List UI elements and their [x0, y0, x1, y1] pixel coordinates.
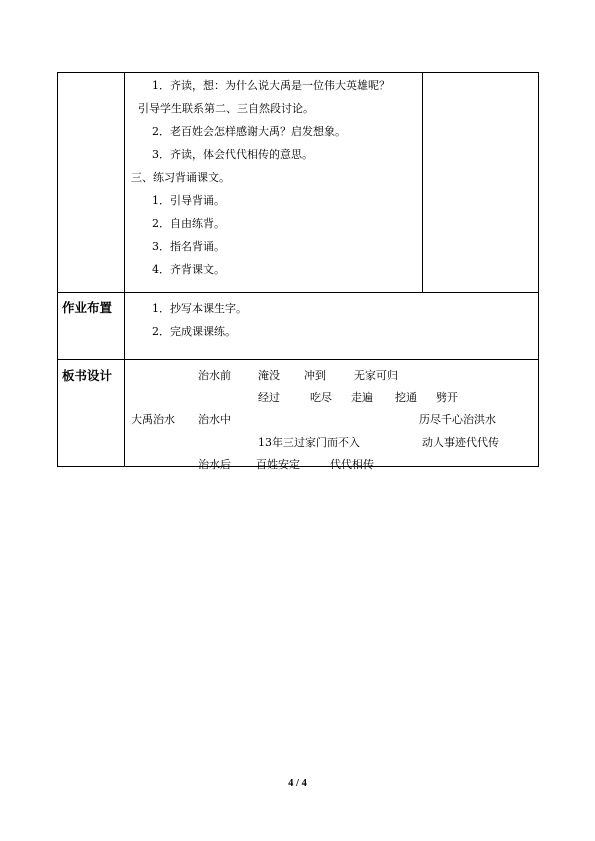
board-after-label: 治水后	[198, 458, 231, 471]
table-border-right	[538, 72, 539, 467]
board-item: 代代相传	[330, 458, 374, 471]
step-line: 引导学生联系第二、三自然段讨论。	[138, 102, 314, 115]
step-line: 1．引导背诵。	[152, 194, 225, 207]
board-item: 无家可归	[354, 369, 398, 382]
table-border-top	[57, 72, 539, 73]
step-line: 4．齐背课文。	[152, 263, 225, 276]
step-line: 2．自由练背。	[152, 217, 225, 230]
section-heading: 三、练习背诵课文。	[131, 171, 230, 184]
board-note-2: 动人事迹代代传	[422, 436, 499, 449]
board-item: 淹没	[258, 369, 280, 382]
board-summary: 历尽千心治洪水	[419, 413, 496, 426]
table-row-divider	[57, 292, 539, 293]
step-line: 1．齐读，想：为什么说大禹是一位伟大英雄呢？	[152, 79, 390, 92]
board-item: 劈开	[436, 391, 458, 404]
homework-label: 作业布置	[62, 300, 113, 315]
board-design-label: 板书设计	[62, 368, 113, 383]
table-row-divider	[57, 359, 539, 360]
homework-line: 2．完成课课练。	[152, 325, 236, 338]
step-line: 3．指名背诵。	[152, 240, 225, 253]
board-note: 13年三过家门而不入	[258, 436, 360, 449]
board-middle-label: 治水中	[198, 413, 231, 426]
board-item: 冲到	[304, 369, 326, 382]
board-title: 大禹治水	[131, 413, 175, 426]
board-item: 百姓安定	[256, 458, 300, 471]
table-inner-divider	[422, 72, 423, 293]
board-item: 吃尽	[310, 391, 332, 404]
table-border-left	[57, 72, 58, 467]
board-before-label: 治水前	[198, 369, 231, 382]
board-item: 走遍	[351, 391, 373, 404]
board-item: 挖通	[395, 391, 417, 404]
step-line: 3．齐读，体会代代相传的意思。	[152, 148, 313, 161]
homework-line: 1．抄写本课生字。	[152, 302, 247, 315]
step-line: 2．老百姓会怎样感谢大禹？启发想象。	[152, 125, 346, 138]
page-number: 4 / 4	[288, 778, 307, 789]
table-column-divider	[124, 72, 125, 467]
board-item: 经过	[258, 391, 280, 404]
